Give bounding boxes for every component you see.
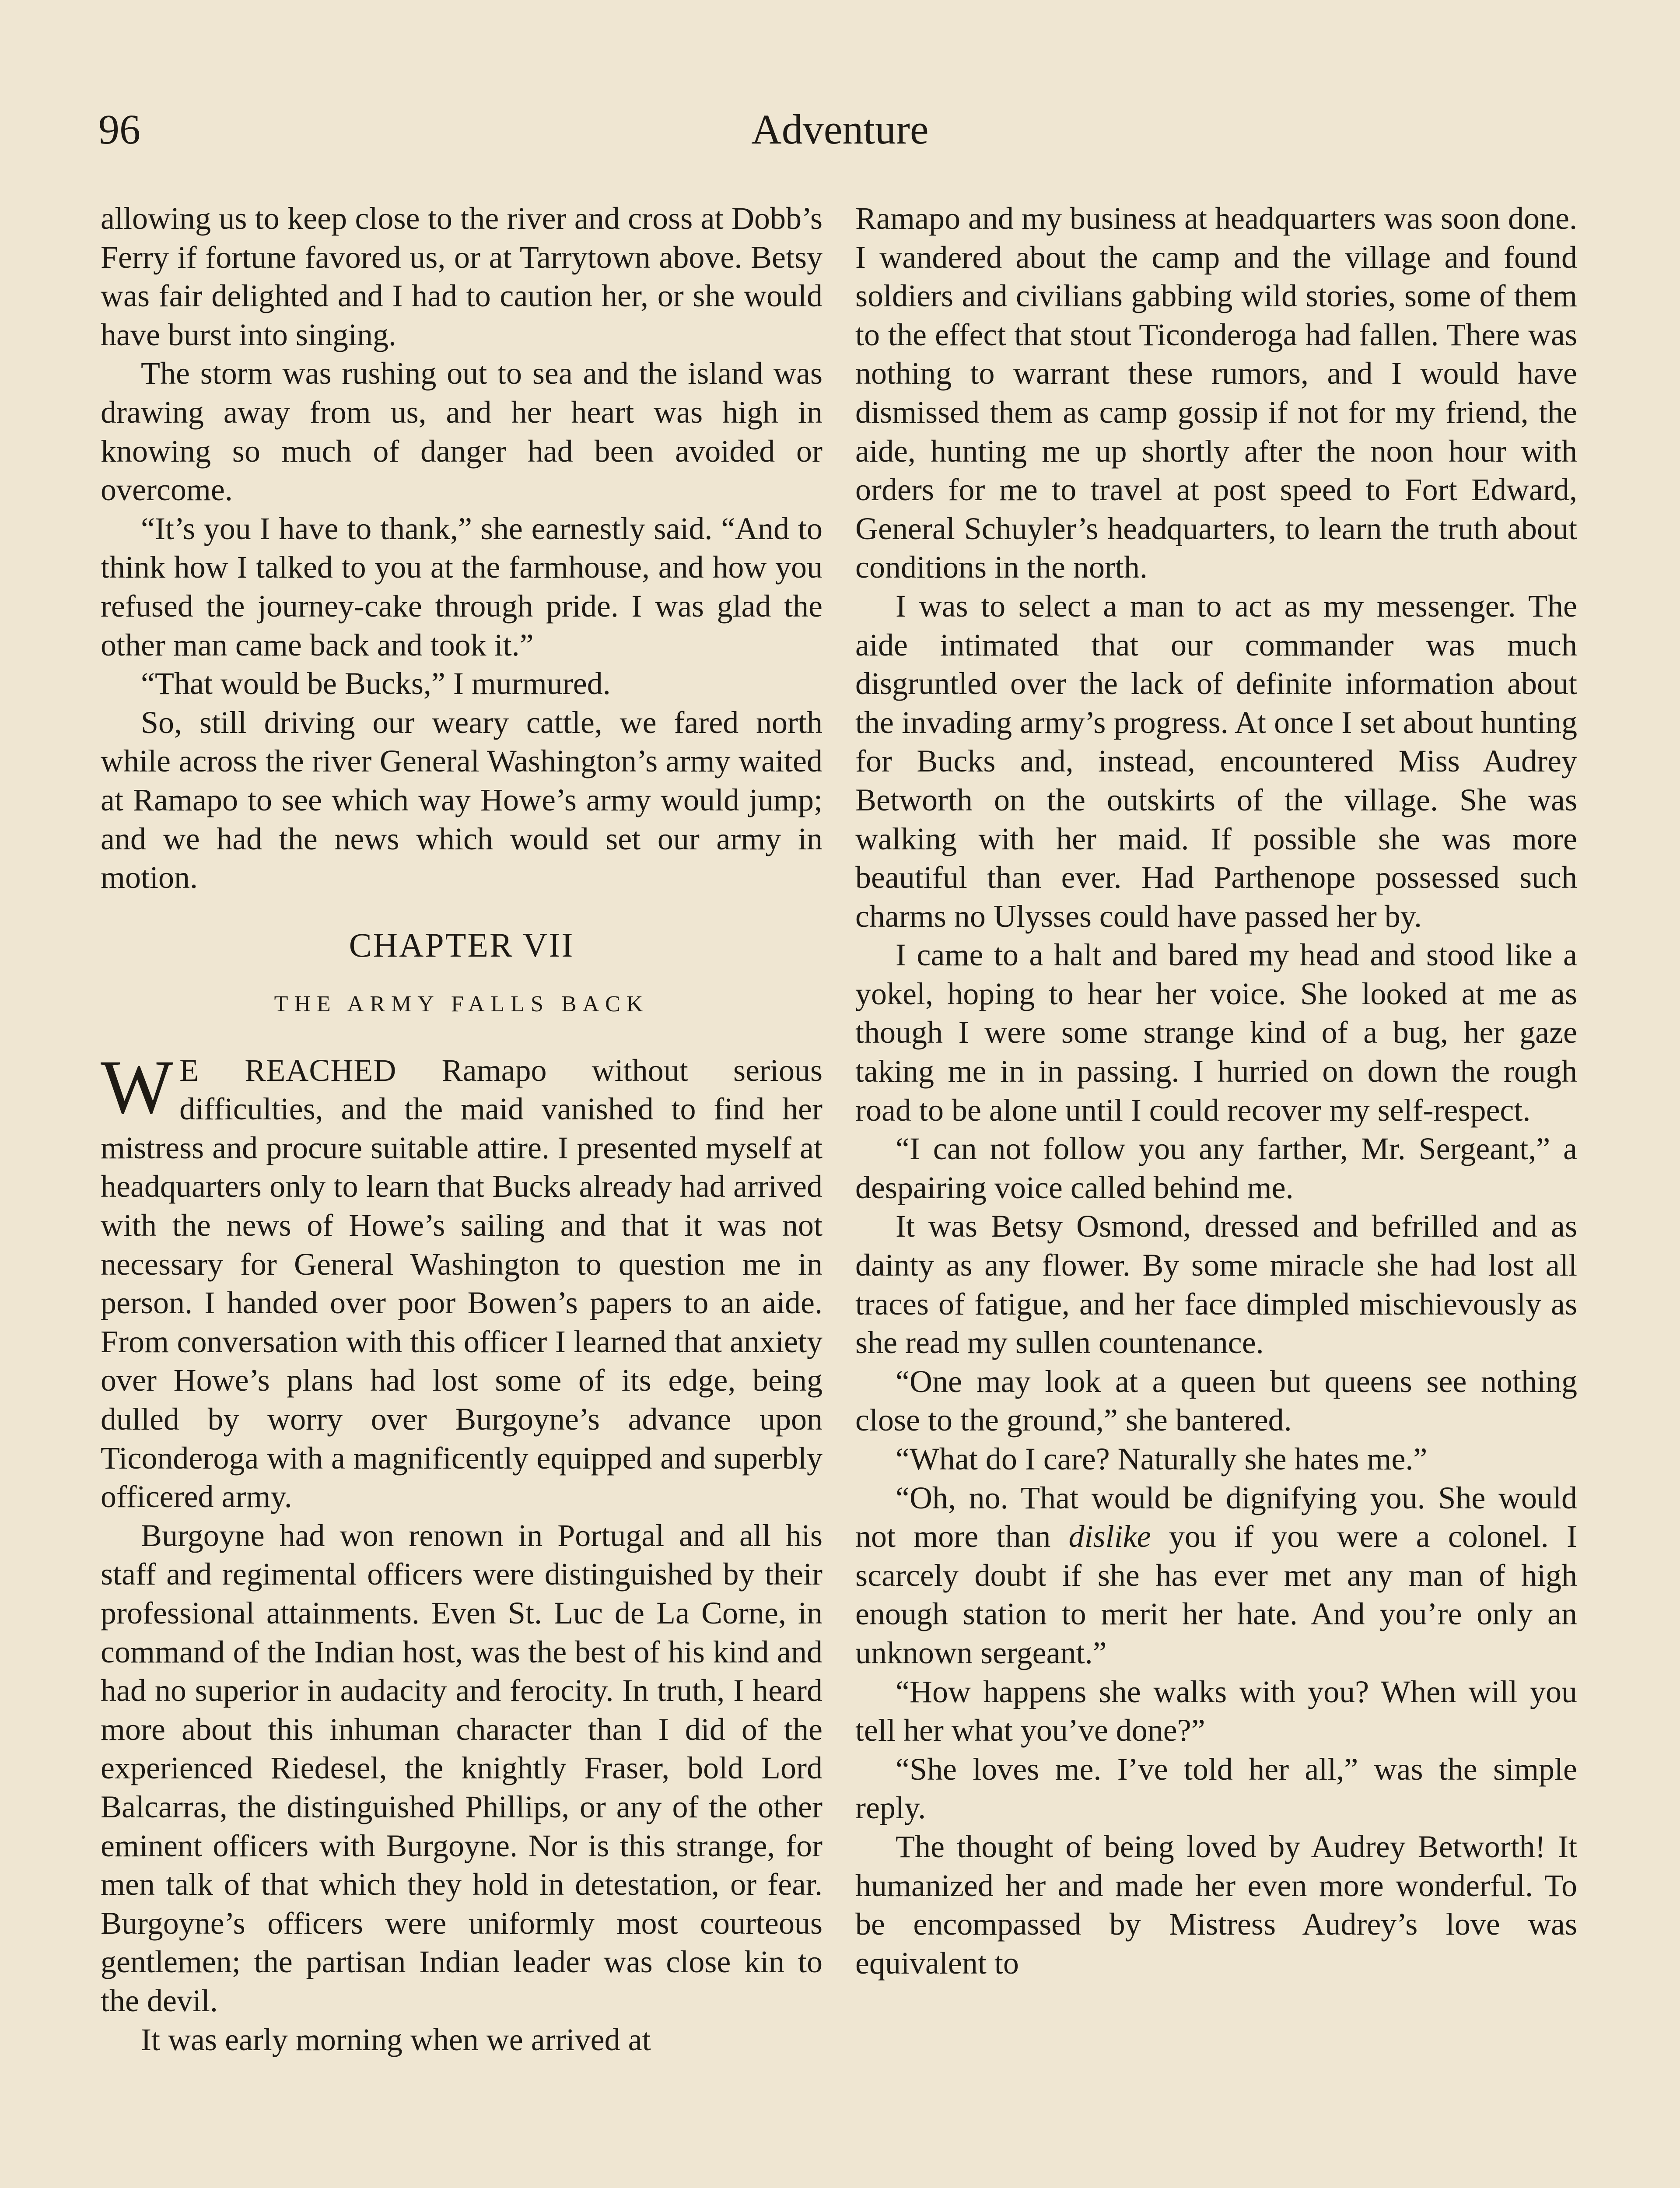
paragraph: I came to a halt and bared my head and stood like a yokel, hoping to hear her voice. She looked at me as though I were some strange kind of a bug, her gaze taking me in in passing. I hurried on down the rough road to be alone until I could recover my self-respect. <box>855 937 1577 1128</box>
paragraph: “That would be Bucks,” I murmured. <box>141 666 611 701</box>
paragraph: I was to select a man to act as my messenger. The aide intimated that our commander was much disgruntled over the lack of definite information about the invading army’s progress. At once I set about hunting for Bucks and, instead, encountered Miss Audrey Betworth on the outskirts of the village. She was walking with her maid. If possible she was more beautiful than ever. Had Parthenope possessed such charms no Ulysses could have passed her by. <box>855 588 1577 934</box>
right-column <box>855 199 1577 1982</box>
paragraph: The storm was rushing out to sea and the island was drawing away from us, and her heart was high in knowing so much of danger had been avoided or overcome. <box>101 356 822 508</box>
paragraph: allowing us to keep close to the river and cross at Dobb’s Ferry if fortune favored us, or at Tarrytown above. Betsy was fair delighted and I had to caution her, or she would have burst into singing. <box>101 201 822 352</box>
lead-in: E REACHED <box>179 1052 397 1088</box>
paragraph: “What do I care? Naturally she hates me.” <box>896 1441 1428 1476</box>
paragraph-text: you if you were a colonel. I scarcely doubt if she has ever met any man of high enough station to merit her hate. And you’re only an unknown sergeant.” <box>855 1519 1577 1670</box>
chapter-opening-paragraph <box>101 1044 822 1516</box>
paragraph: “One may look at a queen but queens see nothing close to the ground,” she bantered. <box>855 1364 1577 1438</box>
paragraph: Ramapo and my business at headquarters was soon done. I wandered about the camp and the village and found soldiers and civilians gabbing wild stories, some of them to the effect that stout Ticonderoga had fallen. There was nothing to warrant these rumors, and I would have dismissed them as camp gossip if not for my friend, the aide, hunting me up shortly after the noon hour with orders for me to travel at post speed to Fort Edward, General Schuyler’s headquarters, to learn the truth about conditions in the north. <box>855 201 1577 585</box>
chapter-subtitle: THE ARMY FALLS BACK <box>274 991 649 1017</box>
paragraph: “It’s you I have to thank,” she earnestly said. “And to think how I talked to you at the farmhouse, and how you refused the journey-cake through pride. I was glad the other man came back and took it.” <box>101 511 822 663</box>
emphasis-text: dislike <box>1068 1519 1151 1554</box>
paragraph: “I can not follow you any farther, Mr. Sergeant,” a despairing voice called behind me. <box>855 1131 1577 1205</box>
paragraph: Burgoyne had won renown in Portugal and all his staff and regimental officers were distinguished by their professional attainments. Even St. Luc de La Corne, in command of the Indian host, was the best of his kind and had no superior in audacity and ferocity. In truth, I heard more about this inhuman character than I did of the experienced Riedesel, the knightly Fraser, bold Lord Balcarras, the distinguished Phillips, or any of the other eminent officers with Burgoyne. Nor is this strange, for men talk of that which they hold in detestation, or fear. Burgoyne’s officers were uniformly most courteous gentlemen; the partisan Indian leader was close kin to the devil. <box>101 1518 822 2018</box>
paragraph: It was Betsy Osmond, dressed and befrilled and as dainty as any flower. By some miracle she had lost all traces of fatigue, and her face dimpled mischievously as she read my sullen countenance. <box>855 1209 1577 1360</box>
left-column <box>101 199 822 2059</box>
running-head <box>98 103 1582 156</box>
drop-cap: W <box>101 1044 174 1130</box>
paragraph <box>855 1479 1577 1673</box>
paragraph: The thought of being loved by Audrey Betworth! It humanized her and made her even more wonderful. To be encompassed by Mistress Audrey’s love was equivalent to <box>855 1829 1577 1981</box>
chapter-heading: CHAPTER VII <box>349 926 574 964</box>
paragraph: “She loves me. I’ve told her all,” was the simple reply. <box>855 1751 1577 1826</box>
paragraph: So, still driving our weary cattle, we fared north while across the river General Washington’s army waited at Ramapo to see which way Howe’s army would jump; and we had the news which would set our army in motion. <box>101 705 822 895</box>
paragraph: It was early morning when we arrived at <box>141 2022 651 2057</box>
magazine-title: Adventure <box>751 106 929 153</box>
paragraph-text: Ramapo without serious difficulties, and the maid vanished to find her mistress and procure suitable attire. I presented myself at headquarters only to learn that Bucks already had arrived with the news of Howe’s sailing and that it was not necessary for General Washington to question me in person. I handed over poor Bowen’s papers to an aide. From conversation with this officer I learned that anxiety over Howe’s plans had lost some of its edge, being dulled by worry over Burgoyne’s advance upon Ticonderoga with a magnificently equipped and superbly officered army. <box>101 1052 822 1515</box>
page-number: 96 <box>98 106 140 153</box>
paragraph-text: “Oh, no. That would be dignifying you. She would not more than <box>855 1480 1577 1554</box>
paragraph: “How happens she walks with you? When will you tell her what you’ve done?” <box>855 1674 1577 1748</box>
